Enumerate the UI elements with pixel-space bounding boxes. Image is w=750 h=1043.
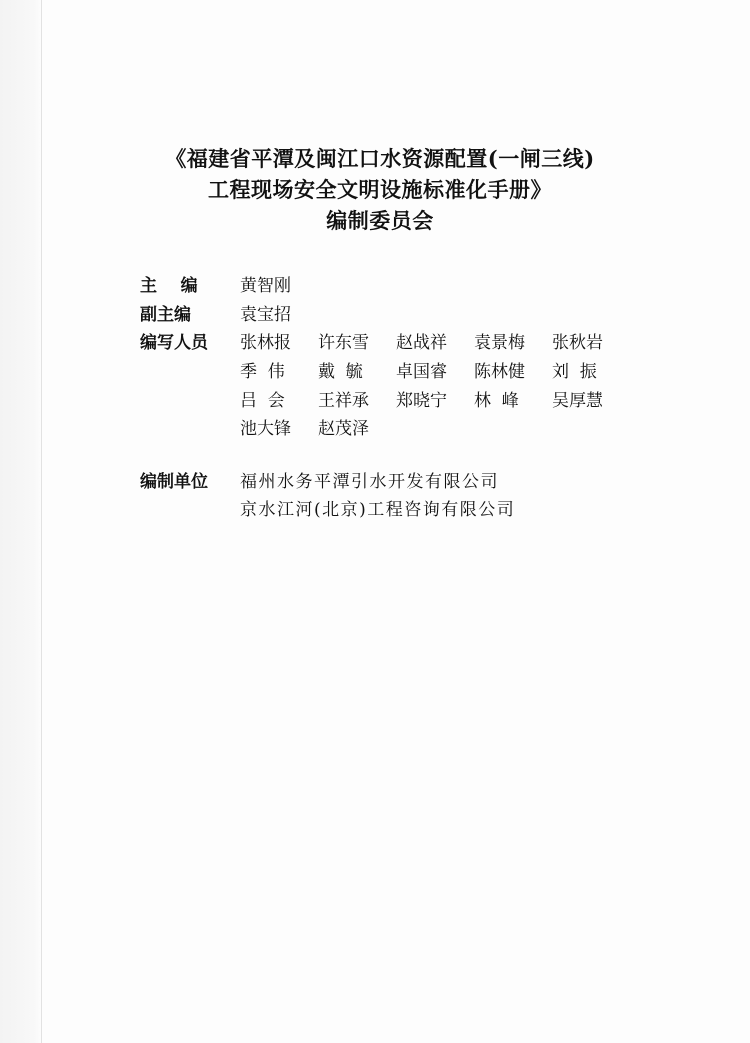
unit-line-2: 京水江河(北京)工程咨询有限公司 xyxy=(240,500,516,520)
title-line-3: 编制委员会 xyxy=(326,208,434,233)
chief-editor-names xyxy=(240,276,318,296)
person-name: 许东雪 xyxy=(318,333,369,353)
person-name: 池大锋 xyxy=(240,419,291,439)
person-name: 王祥承 xyxy=(318,391,369,411)
person-name: 林 峰 xyxy=(474,391,519,411)
person-name: 袁景梅 xyxy=(474,333,525,353)
deputy-editor-label: 副主编 xyxy=(140,305,191,325)
scan-binding-shadow xyxy=(0,0,42,1043)
person-name: 刘 振 xyxy=(552,362,597,382)
person-name: 卓国睿 xyxy=(396,362,447,382)
scan-binding-edge xyxy=(41,0,42,1043)
person-name: 赵茂泽 xyxy=(318,419,369,439)
deputy-editor-names xyxy=(240,305,318,325)
unit-line-1: 福州水务平潭引水开发有限公司 xyxy=(240,472,499,492)
writers-row-3 xyxy=(240,391,630,411)
person-name: 黄智刚 xyxy=(240,276,291,296)
writers-label: 编写人员 xyxy=(140,333,208,353)
person-name: 赵战祥 xyxy=(396,333,447,353)
person-name: 袁宝招 xyxy=(240,305,291,325)
chief-editor-label: 主 编 xyxy=(140,276,198,296)
units-label: 编制单位 xyxy=(140,472,208,492)
title-line-1: 《福建省平潭及闽江口水资源配置(一闸三线) xyxy=(165,146,595,171)
committee-title xyxy=(100,143,660,236)
person-name: 戴 毓 xyxy=(318,362,363,382)
person-name: 陈林健 xyxy=(474,362,525,382)
person-name: 吴厚慧 xyxy=(552,391,603,411)
writers-row-4 xyxy=(240,419,396,439)
writers-row-2 xyxy=(240,362,630,382)
person-name: 张秋岩 xyxy=(552,333,603,353)
writers-row-1 xyxy=(240,333,630,353)
person-name: 吕 会 xyxy=(240,391,285,411)
title-line-2: 工程现场安全文明设施标准化手册》 xyxy=(208,177,552,202)
person-name: 张林报 xyxy=(240,333,291,353)
person-name: 季 伟 xyxy=(240,362,285,382)
person-name: 郑晓宁 xyxy=(396,391,447,411)
